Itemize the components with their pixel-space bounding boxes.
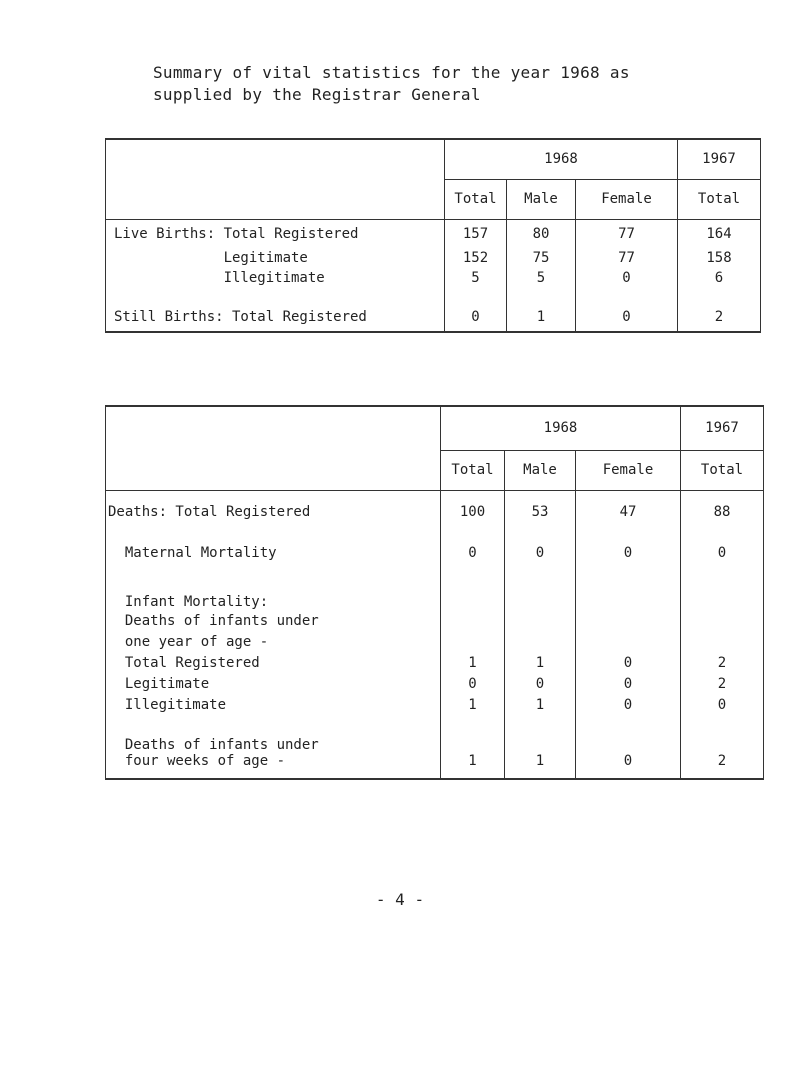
table-row [106,268,761,288]
cell-female: 0 [576,652,681,673]
deaths-col-total: Total [441,450,505,490]
cell-female: 0 [576,694,681,715]
table-row [106,219,761,248]
table-row [106,534,764,572]
cell-male: 5 [507,268,576,288]
page-title [153,62,630,106]
cell-prev-total: 164 [678,219,761,248]
cell-blank [441,631,505,652]
cell-blank [576,572,681,610]
births-col-male: Male [507,179,576,219]
cell-female: 0 [576,673,681,694]
table-row [106,610,764,631]
cell-blank [681,631,764,652]
deaths-header-blank [106,406,441,490]
cell-male: 80 [507,219,576,248]
cell-prev-total: 2 [681,652,764,673]
cell-total: 0 [441,534,505,572]
cell-blank [441,610,505,631]
row-label: Deaths of infants under [106,610,441,631]
row-label: Legitimate [106,673,441,694]
table-row [106,631,764,652]
cell-total: 0 [445,288,507,332]
table-row [106,694,764,715]
births-header-blank [106,139,445,219]
table-row [106,248,761,268]
births-table [105,138,761,333]
table-row [106,652,764,673]
deaths-table [105,405,764,780]
cell-total: 5 [445,268,507,288]
cell-female: 0 [576,534,681,572]
cell-male: 53 [505,490,576,534]
cell-blank [505,572,576,610]
cell-prev-total: 0 [681,694,764,715]
deaths-year-1967: 1967 [681,406,764,450]
cell-male: 1 [505,652,576,673]
deaths-col-total-prev: Total [681,450,764,490]
cell-blank [681,610,764,631]
cell-prev-total: 158 [678,248,761,268]
births-col-total-prev: Total [678,179,761,219]
cell-blank [681,715,764,753]
row-label: four weeks of age - [106,753,441,779]
cell-blank [505,610,576,631]
row-label: one year of age - [106,631,441,652]
cell-prev-total: 6 [678,268,761,288]
cell-prev-total: 2 [681,753,764,779]
births-col-female: Female [576,179,678,219]
cell-total: 157 [445,219,507,248]
cell-female: 47 [576,490,681,534]
title-line-2: supplied by the Registrar General [153,85,481,104]
row-label: Deaths of infants under [106,715,441,753]
cell-total: 1 [441,694,505,715]
births-year-1967: 1967 [678,139,761,179]
row-label: Total Registered [106,652,441,673]
page-number: - 4 - [375,890,425,909]
row-label: Deaths: Total Registered [106,490,441,534]
cell-prev-total: 2 [678,288,761,332]
table-row [106,572,764,610]
cell-male: 1 [507,288,576,332]
cell-total: 152 [445,248,507,268]
cell-blank [576,715,681,753]
title-line-1: Summary of vital statistics for the year 1968 as [153,63,630,82]
cell-total: 0 [441,673,505,694]
row-label: Illegitimate [106,694,441,715]
row-label: Maternal Mortality [106,534,441,572]
table-row [106,673,764,694]
row-label: Infant Mortality: [106,572,441,610]
cell-female: 0 [576,268,678,288]
deaths-col-female: Female [576,450,681,490]
cell-female: 0 [576,753,681,779]
table-row [106,715,764,753]
cell-prev-total: 0 [681,534,764,572]
cell-male: 1 [505,753,576,779]
cell-blank [505,715,576,753]
deaths-year-1968: 1968 [441,406,681,450]
births-col-total: Total [445,179,507,219]
cell-blank [505,631,576,652]
cell-blank [576,610,681,631]
cell-blank [681,572,764,610]
cell-female: 0 [576,288,678,332]
cell-blank [576,631,681,652]
table-row [106,490,764,534]
cell-prev-total: 88 [681,490,764,534]
cell-blank [441,572,505,610]
cell-male: 1 [505,694,576,715]
cell-female: 77 [576,219,678,248]
cell-male: 0 [505,673,576,694]
cell-male: 75 [507,248,576,268]
row-label: Still Births: Total Registered [106,288,445,332]
row-label: Illegitimate [106,268,445,288]
cell-total: 1 [441,652,505,673]
births-year-1968: 1968 [445,139,678,179]
row-label: Live Births: Total Registered [106,219,445,248]
table-row [106,288,761,332]
cell-total: 100 [441,490,505,534]
row-label: Legitimate [106,248,445,268]
table-row [106,753,764,779]
cell-female: 77 [576,248,678,268]
cell-blank [441,715,505,753]
cell-prev-total: 2 [681,673,764,694]
cell-total: 1 [441,753,505,779]
cell-male: 0 [505,534,576,572]
deaths-col-male: Male [505,450,576,490]
